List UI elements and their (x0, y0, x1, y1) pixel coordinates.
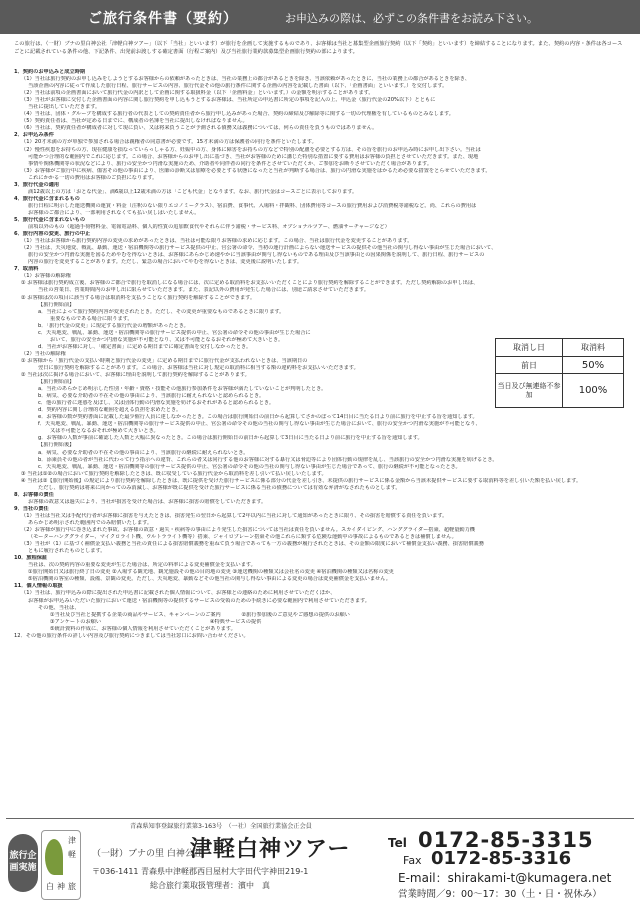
terms-line: おいて、旅行の安全かつ円滑な実施が不可能となり、又は不可能となるおそれが極めて大きいとき。 (50, 336, 284, 343)
terms-line: ③アンケートのお願い ④特典サービスの提供 (50, 618, 262, 625)
terms-line: （1）当社は当社又は手配代行者がお客様に損害を与えたときは、損害発生の翌日から起算して2年以内に当社に対して通知があったときに限り、その損害を賠償する責任を負います。 (21, 512, 448, 519)
terms-line: e．お客様の数が契約書面に記載した最少催行人員に達しなかったとき。この場合は旅行開始日の前日から起算してさかのぼって14日目に当たる日より前に旅行を中止する旨を通知します。 (38, 414, 478, 421)
section-heading: 3．旅行代金の適用 (14, 181, 60, 188)
terms-line: （2）お客様が旅行中に巻き込まれた事故、お客様の故意・過失・疾病等の事由により発生した損害については当社は責任を負いません。スカイダイビング、ハンググライダー搭乗、超軽量動力機 (21, 527, 475, 534)
fee-row-day: 当日及び無連絡不参加 (496, 374, 563, 408)
logo-char: 神 (57, 882, 65, 891)
fee-row-fee: 50% (563, 357, 624, 374)
terms-line: （3）当社がお客様に交付した企画書面の内容に関し旅行契約を申し込もうとするお客様は、当社所定の申込書に所定の事項を記入の上、申込金（旅行代金の20%以下）とともに (21, 97, 436, 104)
terms-line: ①当社及び当社と提携する企業の商品やサービス、キャンペーンのご案内 ②旅行参加後のご意見やご感想の提供のお願い (50, 611, 350, 618)
terms-line: b．病気、必要な介助者の不在その他の事由により、当該旅行に耐えられないと認められるとき。 (38, 393, 265, 400)
terms-line: 前項以外のもの（超過手荷物料金、電報電話料、個人的性質の追加飲食代やそれらに伴う諸税・サービス料、オプショナルツアー、燃油サーチャージなど） (28, 224, 390, 231)
terms-line: （4）当社は、団体・グループを構成する旅行者の代表としての契約責任者から旅行申し込みがあった場合、契約の締結及び解除等に関する一切の代理権を有しているものとみなします。 (21, 111, 454, 118)
company-logo (41, 830, 81, 900)
section-heading: 1．契約のお申込みと成立時期 (14, 69, 86, 75)
terms-line: 旅行日程に明示した運送機関の運賃・料金（注釈のない限りエコノミークラス）、宿泊費、食事代、入場料・拝観料、団体費用等コースの旅行費用および消費税等諸税など。尚、これらの費用は (28, 202, 477, 209)
terms-line: ① お客様は旅行契約成立後、お客様のご都合で旅行を取消しになる場合には、次に定める取消料をお支払いいただくことにより旅行契約を解除することができます。ただし契約解除のお申し出は、 (21, 280, 479, 287)
terms-line: 【旅行開始後】 (38, 442, 75, 449)
terms-line: ② お客様は次の項目に該当する場合は取消料を支払うことなく旅行契約を解除することができます。 (21, 294, 256, 301)
logo-char: 旅 (68, 882, 76, 891)
terms-line: ② 当社は次に掲げる場合において、お客様に理由を説明して旅行契約を解除することがあります。 (21, 372, 250, 379)
fee-table-header-fee: 取消料 (563, 339, 624, 357)
email-link[interactable]: E-mail：shirakami-t@kumagera.net (398, 871, 612, 885)
terms-line: 12．その他の旅行条件の詳しい内容及び旅行契約につきましては当社窓口にお問い合わせください。 (14, 632, 249, 639)
cancellation-fee-table (495, 338, 624, 408)
business-hours: 営業時間／9：00〜17：30（土・日・祝休み） (398, 889, 602, 900)
terms-line: c．天災地変、戦乱、暴動、運送・宿泊機関等の旅行サービス提供の中止、官公署の命令その他の当社の関与し得ない事由が生じた場合であって、旅行の継続が不可能となったとき。 (38, 463, 461, 470)
fee-table-header-day: 取消し日 (496, 339, 563, 357)
terms-line: 満12歳以上の方は「おとな代金」、満6歳以上12歳未満の方は「こども代金」となります。なお、旅行代金はコースごとに表示しております。 (28, 188, 358, 195)
terms-line: c．天災地変、戦乱、暴動、運送・宿泊機関等の旅行サービス提供の中止、官公署の命令その他の事由が生じた場合に (38, 329, 311, 336)
terms-line: （2）慢性疾患をお持ちの方、現在健康を損なっていらっしゃる方、妊娠中の方、身体に障害をお持ちの方などで特別の配慮を必要とする方は、その旨を旅行のお申込み時にお申し出下さい。当社は (21, 146, 481, 153)
terms-line: d．契約内容に関し合理的な範囲を超える負担を求めたとき。 (38, 407, 182, 414)
section-heading: 2．お申込み条件 (14, 132, 54, 139)
fee-row-day: 前日 (496, 357, 563, 374)
terms-line: 又は不可能となるおそれが極めて大きいとき。 (50, 428, 159, 435)
leaf-icon (45, 839, 63, 875)
section-heading: 8．お客様の責任 (14, 491, 54, 498)
footer-divider (6, 818, 634, 819)
terms-line: （3）当社が（1）に基づく補償金支払い義務と当社の責任による損害賠償義務を重ねて負う場合であっても一方の義務が履行されたときは、その金額の限度において補償金支払い義務、損害賠償義務 (21, 541, 484, 548)
header-banner (0, 0, 640, 34)
terms-line: ともに履行されたものとします。 (28, 548, 106, 555)
org-prefix: （一財）ブナの里 白神公社 (92, 849, 203, 859)
terms-line: 旅行の安全かつ円滑な実施を図るためやむを得ないときは、お客様にあらかじめ速やかに当該事由が関与し得ないものである理由及び当該事由との因果関係を説明して、旅行日程、旅行サービスの (28, 252, 485, 259)
terms-line: 可能かつ合理的な範囲内でこれに応じます。この場合、お客様からのお申し出に基づき、当社がお客様のために講じた特別な措置に要する費用はお客様の負担とさせていただきます。また、現地 (28, 153, 479, 160)
terms-line: （1）当社は、旅行申込みの際に提出された申込書に記載された個人情報について、お客様との連絡のために利用させていただくほか、 (21, 590, 336, 597)
logo-char: 白 (46, 882, 54, 891)
terms-line: ①旅行開始日又は旅行終了日の変更 ②入場する観光地、観光施設その他の目的地の変更 ③運送機関の種類又は会社名の変更 ④宿泊機関の種類又は名称の変更 (28, 569, 394, 576)
terms-line: （2）当社は、天災地変、戦乱、暴動、運送・宿泊機関等の旅行サービス提供の中止、官公署の命令、当初の運行計画によらない運送サービスの提供その他当社の関与し得ない事由が生じた場合において、 (21, 245, 497, 252)
terms-line: （1）20才未満の方が単独で参加される場合は親権者の同意書が必要です。15才未満の方は保護者の同行を条件といたします。 (21, 139, 317, 146)
manager: 総合旅行業取扱管理者：濱中 真 (150, 881, 270, 890)
terms-line: （3）お客様がご旅行中に疾病、傷害その他の事由により、医師の診断又は加療を必要とする状態になったと当社が判断する場合は、旅行の円滑な実施をはかるため必要な措置をとらせていただきます。 (21, 167, 491, 174)
terms-line: これにかかる一切の費用はお客様のご負担になります。 (28, 174, 158, 181)
terms-line: 翌日に旅行契約を解除することがあります。この場合、お客様は当社に対し規定の取消料に相当する額の違約料をお支払いいただきます。 (38, 364, 359, 371)
section-heading: 6．旅行内容の変更、旅行の中止 (14, 231, 91, 238)
fax-number: 0172-85-3316 (431, 848, 572, 869)
terms-line: その他、当社は、 (38, 604, 80, 611)
fax-label: Fax (403, 854, 422, 867)
terms-line: ただし、旅行契約は将来に向かってのみ消滅し、お客様が既に提供を受けた旅行サービスに係る当社の債務については有効な弁済がなされたものとします。 (38, 484, 401, 491)
terms-line: d．当社がお客様に対し、「確定書面」に定める期日までに確定書面を交付しなかったとき。 (38, 343, 252, 350)
terms-line: b．「旅行代金の変更」に規定する旅行代金の増額があったとき。 (38, 322, 189, 329)
header-note: お申込みの際は、必ずこの条件書をお読み下さい。 (285, 12, 538, 25)
intro-paragraph: この旅行は、（一財）ブナの里白神公社「津軽白神ツアー」（以下「当社」といいます）が旅行を企画して実施するものであり、お客様は当社と募集型企画旅行契約（以下「契約」といいます）を締結することになります。また、契約の内容・条件は各コースごとに記載されている条件の他、下記条件、出発前お渡しする確定書面（行程ご案内）及び当社旅行業約款募集型企画旅行契約の部によります。 (14, 41, 623, 55)
tel-number[interactable]: 0172-85-3315 (418, 828, 594, 852)
terms-line: （モーターハンググライダー、マイクロライト機、ウルトラライト機等）搭乗、ジャイロプレーン搭乗その他これらに類する危険な運動中の事故によるものであるときは補償しません。 (28, 534, 457, 541)
section-heading: 7．取消料 (14, 266, 39, 273)
org-name: 津軽白神ツアー (190, 837, 351, 862)
registration-info: 青森県知事登録旅行業第3-163号 （一社）全国旅行業協会正会員 (130, 823, 312, 830)
terms-line: 重要なものである場合に限ります。 (50, 315, 133, 322)
tel-label: Tel (388, 836, 407, 850)
terms-line: a．病気、必要な介助者の不在その他の事由により、当該旅行の継続に耐えられないとき。 (38, 449, 249, 456)
terms-line: （1）当社はお客様から旅行契約内容の変更の求めがあったときは、当社は可能な限りお客様の求めに応じます。この場合、当社は旅行代金を変更することがあります。 (21, 238, 413, 245)
terms-line: g．お客様の人数が事前に確認した人数と大幅に異なったとき。この場合は旅行開始日の前日から起算して3日目に当たる日より前に旅行を中止する旨を通知します。 (38, 435, 423, 442)
terms-line: ⑤統計資料の作成に、お客様の個人情報を利用させていただくことがあります。 (50, 625, 236, 632)
terms-line: ① お客様から「旅行代金の支払い時期と旅行代金の変更」に定める期日までに旅行代金が支払われないときは、当該期日の (21, 357, 308, 364)
terms-line: 当社の営業日、営業時間内のお申し出に限らせていただきます。また、表記以外の費用が発生した場合には、別途ご請求させていただきます。 (38, 287, 370, 294)
section-heading: 5．旅行代金に含まれないもの (14, 216, 86, 223)
section-heading: 4．旅行代金に含まれるもの (14, 195, 80, 202)
section-heading: 11．個人情報の取扱 (14, 583, 63, 590)
terms-line: あらかじめ明示された範囲内でのみ賠償いたします。 (28, 520, 153, 526)
terms-line: 内容の旅行を変更することがあります。ただし、緊急の場合においてやむを得ないときは、変更後に説明いたします。 (28, 259, 303, 266)
terms-line: （2）当社は前項の企画書面において旅行代金の内訳として企画に関する取扱料金（以下「企画料金」といいます。）の金額を明示することがあります。 (21, 90, 374, 97)
terms-line: f．天災地変、戦乱、暴動、運送・宿泊機関等の旅行サービス提供の中止、官公署の命令その他の当社の関与し得ない事由が生じた場合において、旅行の安全かつ円滑な実施が不可能となり、 (38, 421, 481, 428)
address: 〒036-1411 青森県中津軽郡西目屋村大字田代字神田219-1 (92, 867, 309, 876)
terms-line: 【旅行開始前】 (38, 301, 75, 308)
terms-line: ④ 当社は②【旅行開始後】の規定により旅行契約を解除したときは、既に提供を受けた旅行サービスに係る部分の代金を差し引き、未提供の旅行サービスに係る金額から当該未提供サービスに要する取消料等を差し引いた額を払い戻します。 (21, 477, 582, 484)
terms-line: b．添乗員その他の者が当社に代わって行う指示への違背、これらの者又は同行する他のお客様に対する暴行又は脅迫等により団体行動の規律を乱し、当該旅行の安全かつ円滑な実施を妨げるとき。 (38, 456, 498, 463)
terms-line: （6）当社は、契約責任者が構成者に対して現に負い、又は将来負うことが予測される債務又は義務については、何らの責任を負うものではありません。 (21, 125, 378, 132)
terms-line: a．当社のあらかじめ明示した性別・年齢・資格・技能その他旅行参加条件をお客様が満たしていないことが判明したとき。 (38, 386, 327, 393)
terms-line: （1）お客様の解除権 (21, 273, 71, 280)
terms-line: ③ 当社は①②の場合において旅行契約を解除したときは、既に収受している旅行代金から取消料を差し引いて払い戻しいたします。 (21, 470, 327, 477)
terms-line: （2）当社の解除権 (21, 350, 66, 357)
terms-line: お客様がお申込みいただいた旅行において運送・宿泊機関等の提供するサービスの受領のための手続きに必要な範囲内で利用させていただきます。 (28, 597, 370, 604)
terms-line: （1）当社は旅行契約のお申し込みをしようとするお客様からの依頼があったときは、当社の業務上の都合があるときを除き、当該依頼があったときに、当社の業務上の都合があるときを除き、 (21, 76, 470, 83)
terms-line: 事情や関係機関等の状況などにより、旅行の安全かつ円滑な実施のため、介助者や同伴者の同行を条件とさせていただくか、ご参加をお断りさせていただく場合があります。 (28, 160, 433, 167)
fee-row-fee: 100% (563, 374, 624, 408)
terms-line: お客様のご都合により、一部利用されなくても払い戻しはいたしません。 (28, 209, 200, 216)
terms-line: 【旅行開始前】 (38, 379, 75, 386)
logo-char: 津 (68, 836, 76, 845)
terms-line: お客様の故意又は過失により、当社が損害を受けた場合は、お客様に損害の賠償をしていただきます。 (28, 498, 267, 505)
section-heading: 10．旅程保証 (14, 555, 48, 562)
terms-line: 当社は、次の契約内容の重要な変更が生じた場合は、所定の料率による変更補償金を支払います。 (28, 562, 256, 569)
terms-line: ⑤宿泊機関の客室の種類、設備、景観の変更。ただし、天災地変、暴動などその他当社の関与し得ない事由による変更の場合は変更補償金を支払いません。 (28, 576, 391, 583)
terms-line: c．他の旅行者に迷惑を及ぼし、又は団体行動の円滑な実施を妨げるおそれがあると認められるとき。 (38, 400, 275, 407)
page-title: ご旅行条件書（要約） (88, 11, 238, 27)
planner-badge: 旅行企画実施 (8, 834, 38, 892)
terms-line: a．当社によって旅行契約内容が変更されたとき。ただし、その変更が重要なものであるときに限ります。 (38, 308, 285, 315)
terms-line: 当社に提出していただきます。 (28, 104, 101, 111)
terms-line: （5）契約責任者は、当社が定める日までに、構成者の名簿を当社に提出しなければなりません。 (21, 118, 248, 125)
logo-char: 軽 (68, 850, 76, 859)
section-heading: 9．当社の責任 (14, 505, 49, 512)
terms-line: 当該企画の内容に従って作成した旅行日程、旅行サービスの内容、旅行代金その他の旅行条件に関する企画の内容を記載した書面（以下、「企画書面」といいます。）を交付します。 (28, 83, 448, 90)
